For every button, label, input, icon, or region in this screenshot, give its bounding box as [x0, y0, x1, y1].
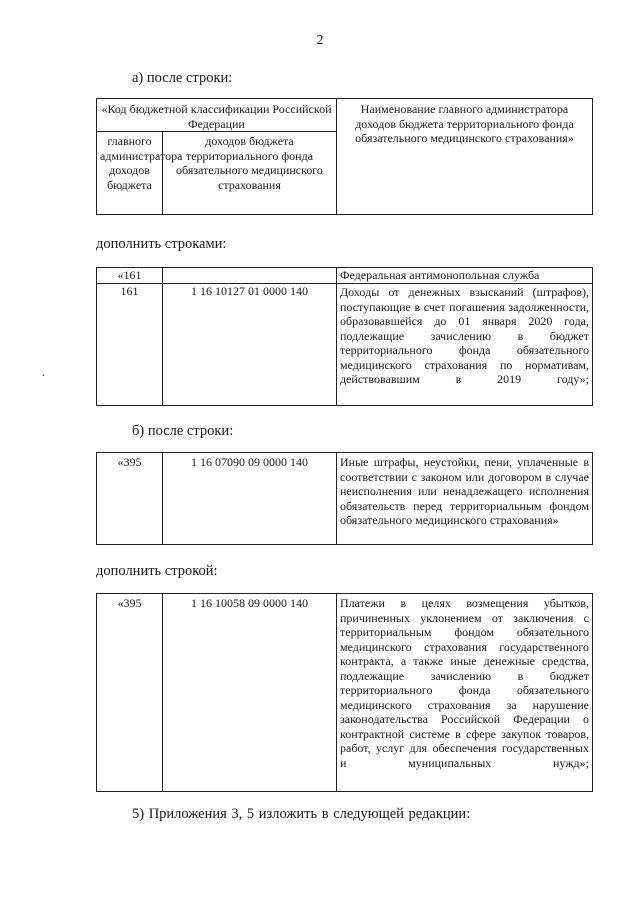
admin-code-cell: «161: [97, 268, 163, 284]
header-table: [96, 98, 593, 215]
page-number: 2: [316, 33, 324, 48]
table-row: [97, 284, 593, 406]
kbk-code-cell: [163, 268, 337, 284]
kbk-code-cell: 1 16 07090 09 0000 140: [163, 453, 337, 545]
kbk-code-cell: 1 16 10127 01 0000 140: [163, 284, 337, 406]
table-row: [97, 453, 593, 545]
name-cell: Федеральная антимонопольная служба: [337, 268, 593, 284]
table-row: [97, 594, 593, 792]
item-5-text: 5) Приложения 3, 5 изложить в следующей редакции:: [132, 806, 471, 822]
kbk-code-cell: 1 16 10058 09 0000 140: [163, 594, 337, 792]
admin-code-cell: «395: [97, 453, 163, 545]
kbk-header: «Код бюджетной классификации Российской Федерации: [97, 99, 337, 132]
section-a-intro: а) после строки:: [132, 70, 233, 86]
table-row: [97, 268, 593, 284]
admin-code-cell: 161: [97, 284, 163, 406]
name-cell: Иные штрафы, неустойки, пени, уплаченные в соответствии с законом или договором в случае неисполнения или ненадлежащего исполнения обязательств перед территориальным фондом обязательного медицинского страхования»: [337, 453, 593, 545]
name-column-header: Наименование главного администратора доходов бюджета территориального фонда обязательного медицинского страхования»: [337, 99, 593, 215]
admin-column-header: главного администратора доходов бюджета: [97, 132, 163, 215]
admin-code-cell: «395: [97, 594, 163, 792]
table-existing-row: [96, 452, 593, 545]
section-b-intro: б) после строки:: [132, 423, 234, 439]
table-added-rows: [96, 267, 593, 406]
name-cell: Доходы от денежных взысканий (штрафов), поступающие в счет погашения задолженности, образовавшейся до 01 января 2020 года, подлежащие зачислению в бюджет территориального фонда обязательного медицинского страхования по нормативам, действовавшим в 2019 году»;: [337, 284, 593, 406]
add-rows-intro: дополнить строками:: [96, 236, 227, 252]
margin-mark: .: [42, 368, 45, 379]
name-cell: Платежи в целях возмещения убытков, причиненных уклонением от заключения с территориальным фондом обязательного медицинского страхования государственного контракта, а также иные денежные средства, подлежащие зачислению в бюджет территориального фонда обязательного медицинского страхования за нарушение законодательства Российской Федерации о контрактной системе в сфере закупок товаров, работ, услуг для обеспечения государственных и муниципальных нужд»;: [337, 594, 593, 792]
table-new-row: [96, 593, 593, 792]
income-column-header: доходов бюджета территориального фонда обязательного медицинского страхования: [163, 132, 337, 215]
add-row-intro: дополнить строкой:: [96, 563, 218, 579]
